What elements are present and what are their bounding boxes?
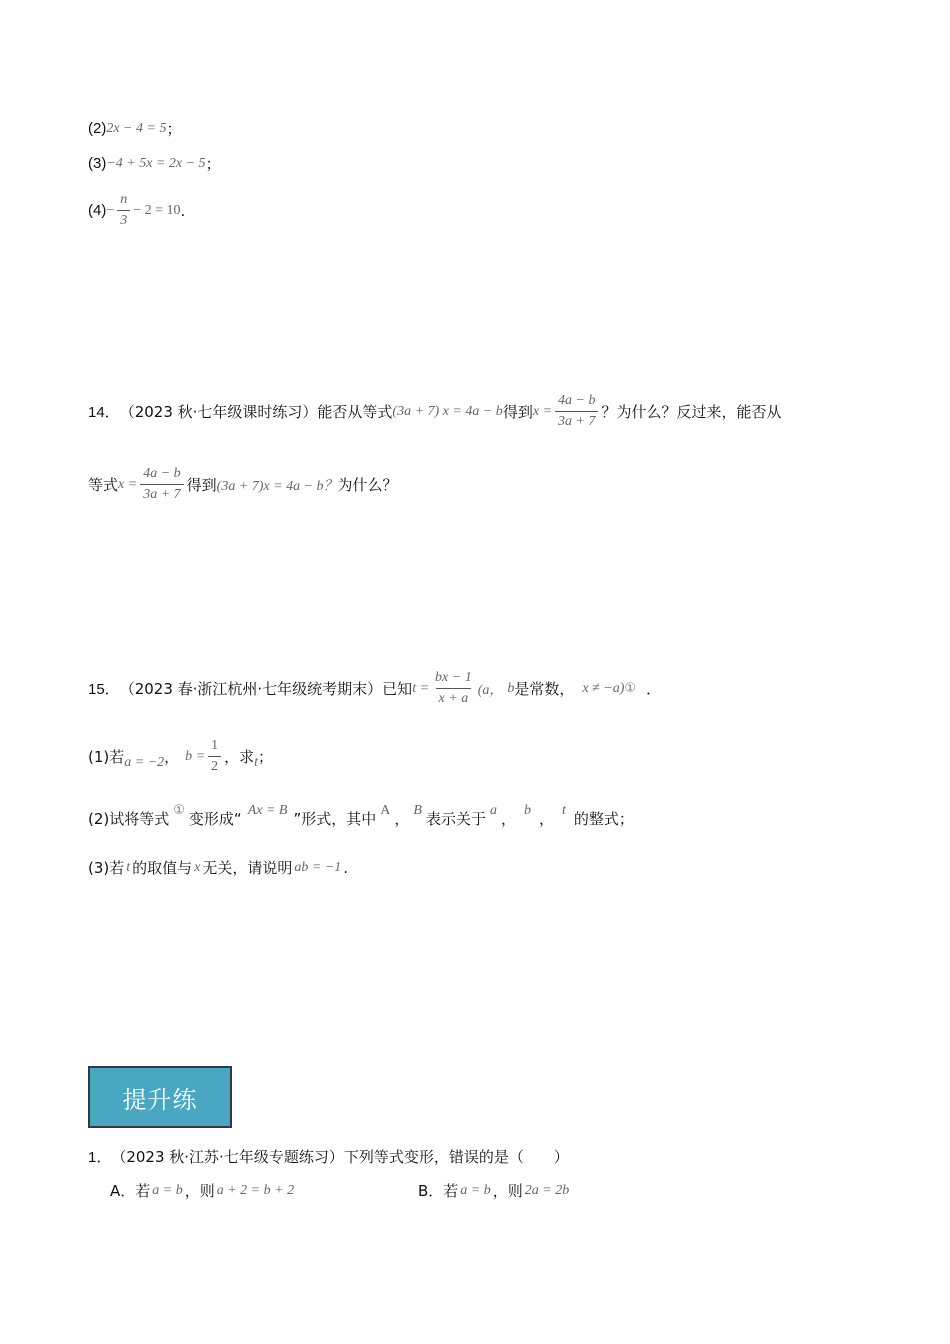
denominator: 2: [208, 756, 221, 775]
part-label: (2)试将等式: [88, 810, 170, 828]
fraction: [208, 738, 221, 775]
equation: (3a + 7)x = 4a − b？: [216, 478, 338, 494]
item-3: [88, 153, 221, 174]
question-source: （2023 秋·江苏·七年级专题练习）: [111, 1148, 344, 1166]
section-heading: [88, 1066, 232, 1128]
question-14-line-1: [88, 393, 781, 430]
question-15-part-2: [88, 802, 634, 829]
result: a + 2 = b + 2: [216, 1182, 295, 1198]
equation: −4 + 5x = 2x − 5: [106, 155, 206, 171]
punctuation: ．: [646, 680, 662, 698]
equation-marker: ①: [173, 803, 185, 818]
equation-lhs: b =: [185, 748, 206, 764]
punctuation: ，: [394, 810, 410, 828]
variable-a: (a，: [477, 682, 504, 698]
item-2: [88, 118, 181, 139]
punctuation: .: [180, 201, 186, 220]
denominator: 3a + 7: [555, 411, 598, 430]
option-a[interactable]: [110, 1180, 296, 1201]
numerator: 4a − b: [558, 393, 596, 408]
equation: 2x − 4 = 5: [106, 120, 167, 136]
denominator: x + a: [436, 688, 472, 707]
question-1: [88, 1146, 569, 1167]
item-label: (2): [88, 120, 107, 137]
punctuation: ；: [166, 120, 182, 138]
fraction: [117, 192, 130, 229]
question-text: 得到: [186, 476, 217, 494]
question-text: 为什么？: [337, 476, 398, 494]
question-text: 的整式；: [573, 810, 634, 828]
section-title: 提升练: [122, 1085, 198, 1114]
numerator: 1: [211, 738, 219, 753]
punctuation: ；: [258, 748, 274, 766]
variable-A: A: [380, 802, 391, 818]
question-text: 能否从等式: [317, 403, 393, 421]
variable-t: t: [254, 754, 259, 770]
question-number: 14．: [88, 404, 120, 421]
variable-b: b: [523, 802, 531, 818]
question-text: 变形成“: [188, 810, 242, 828]
denominator: 3: [117, 210, 130, 229]
fraction: [555, 393, 598, 430]
equation-rest: − 2 = 10: [133, 202, 181, 218]
part-label: (1)若: [88, 748, 125, 766]
question-source: （2023 秋·七年级课时练习）: [119, 403, 318, 421]
variable-b: b: [507, 680, 515, 696]
question-text: 已知: [382, 680, 413, 698]
question-text: ？为什么？反过来，能否从: [601, 403, 782, 421]
question-number: 15．: [88, 681, 120, 698]
equation-lhs: x =: [118, 476, 138, 492]
question-number: 1．: [88, 1149, 112, 1166]
variable-a: a: [489, 802, 497, 818]
minus-sign: −: [106, 202, 115, 218]
option-label: A．若: [110, 1182, 151, 1200]
condition: a = b: [460, 1182, 491, 1198]
option-label: B．若: [418, 1182, 459, 1200]
equation: Ax = B: [247, 802, 288, 818]
question-15-line-1: [88, 670, 661, 707]
punctuation: .: [343, 858, 349, 877]
item-4: [88, 192, 185, 229]
variable-t: t: [561, 802, 566, 818]
question-source: （2023 春·浙江杭州·七年级统考期末）: [119, 680, 383, 698]
question-14-line-2: [88, 466, 398, 503]
punctuation: ，: [538, 810, 554, 828]
question-text: ，求: [224, 748, 255, 766]
equation-marker: ①: [624, 681, 637, 696]
equation: (3a + 7) x = 4a − b: [392, 403, 503, 419]
variable-x: x: [194, 859, 201, 875]
option-text: ，则: [184, 1182, 215, 1200]
question-15-part-1: [88, 738, 273, 775]
question-text: 是常数，: [514, 680, 575, 698]
punctuation: ；: [205, 155, 221, 173]
equation-lhs: t =: [412, 680, 430, 696]
denominator: 3a + 7: [140, 484, 183, 503]
question-15-part-3: [88, 857, 348, 878]
item-label: (4): [88, 202, 107, 219]
question-text: 表示关于: [425, 810, 486, 828]
part-label: (3)若: [88, 859, 125, 877]
condition-a: a = −2: [124, 754, 165, 770]
question-text: 得到: [502, 403, 533, 421]
variable-B: B: [413, 802, 422, 818]
question-text: 等式: [88, 476, 119, 494]
fraction: [140, 466, 183, 503]
question-text: 的取值与: [132, 859, 193, 877]
condition: x ≠ −a): [582, 680, 625, 696]
question-text: 下列等式变形，错误的是（ ）: [343, 1148, 569, 1166]
punctuation: ，: [164, 748, 180, 766]
result: 2a = 2b: [524, 1182, 570, 1198]
punctuation: ，: [500, 810, 516, 828]
variable-t: t: [126, 859, 131, 875]
equation-lhs: x =: [532, 403, 552, 419]
option-text: ，则: [492, 1182, 523, 1200]
item-label: (3): [88, 155, 107, 172]
equation: ab = −1: [294, 859, 342, 875]
numerator: n: [120, 192, 128, 207]
numerator: 4a − b: [143, 466, 181, 481]
question-text: 无关，请说明: [202, 859, 293, 877]
fraction: [432, 670, 475, 707]
numerator: bx − 1: [435, 670, 472, 685]
condition: a = b: [152, 1182, 183, 1198]
option-b[interactable]: [418, 1180, 571, 1201]
question-text: ”形式，其中: [293, 810, 377, 828]
